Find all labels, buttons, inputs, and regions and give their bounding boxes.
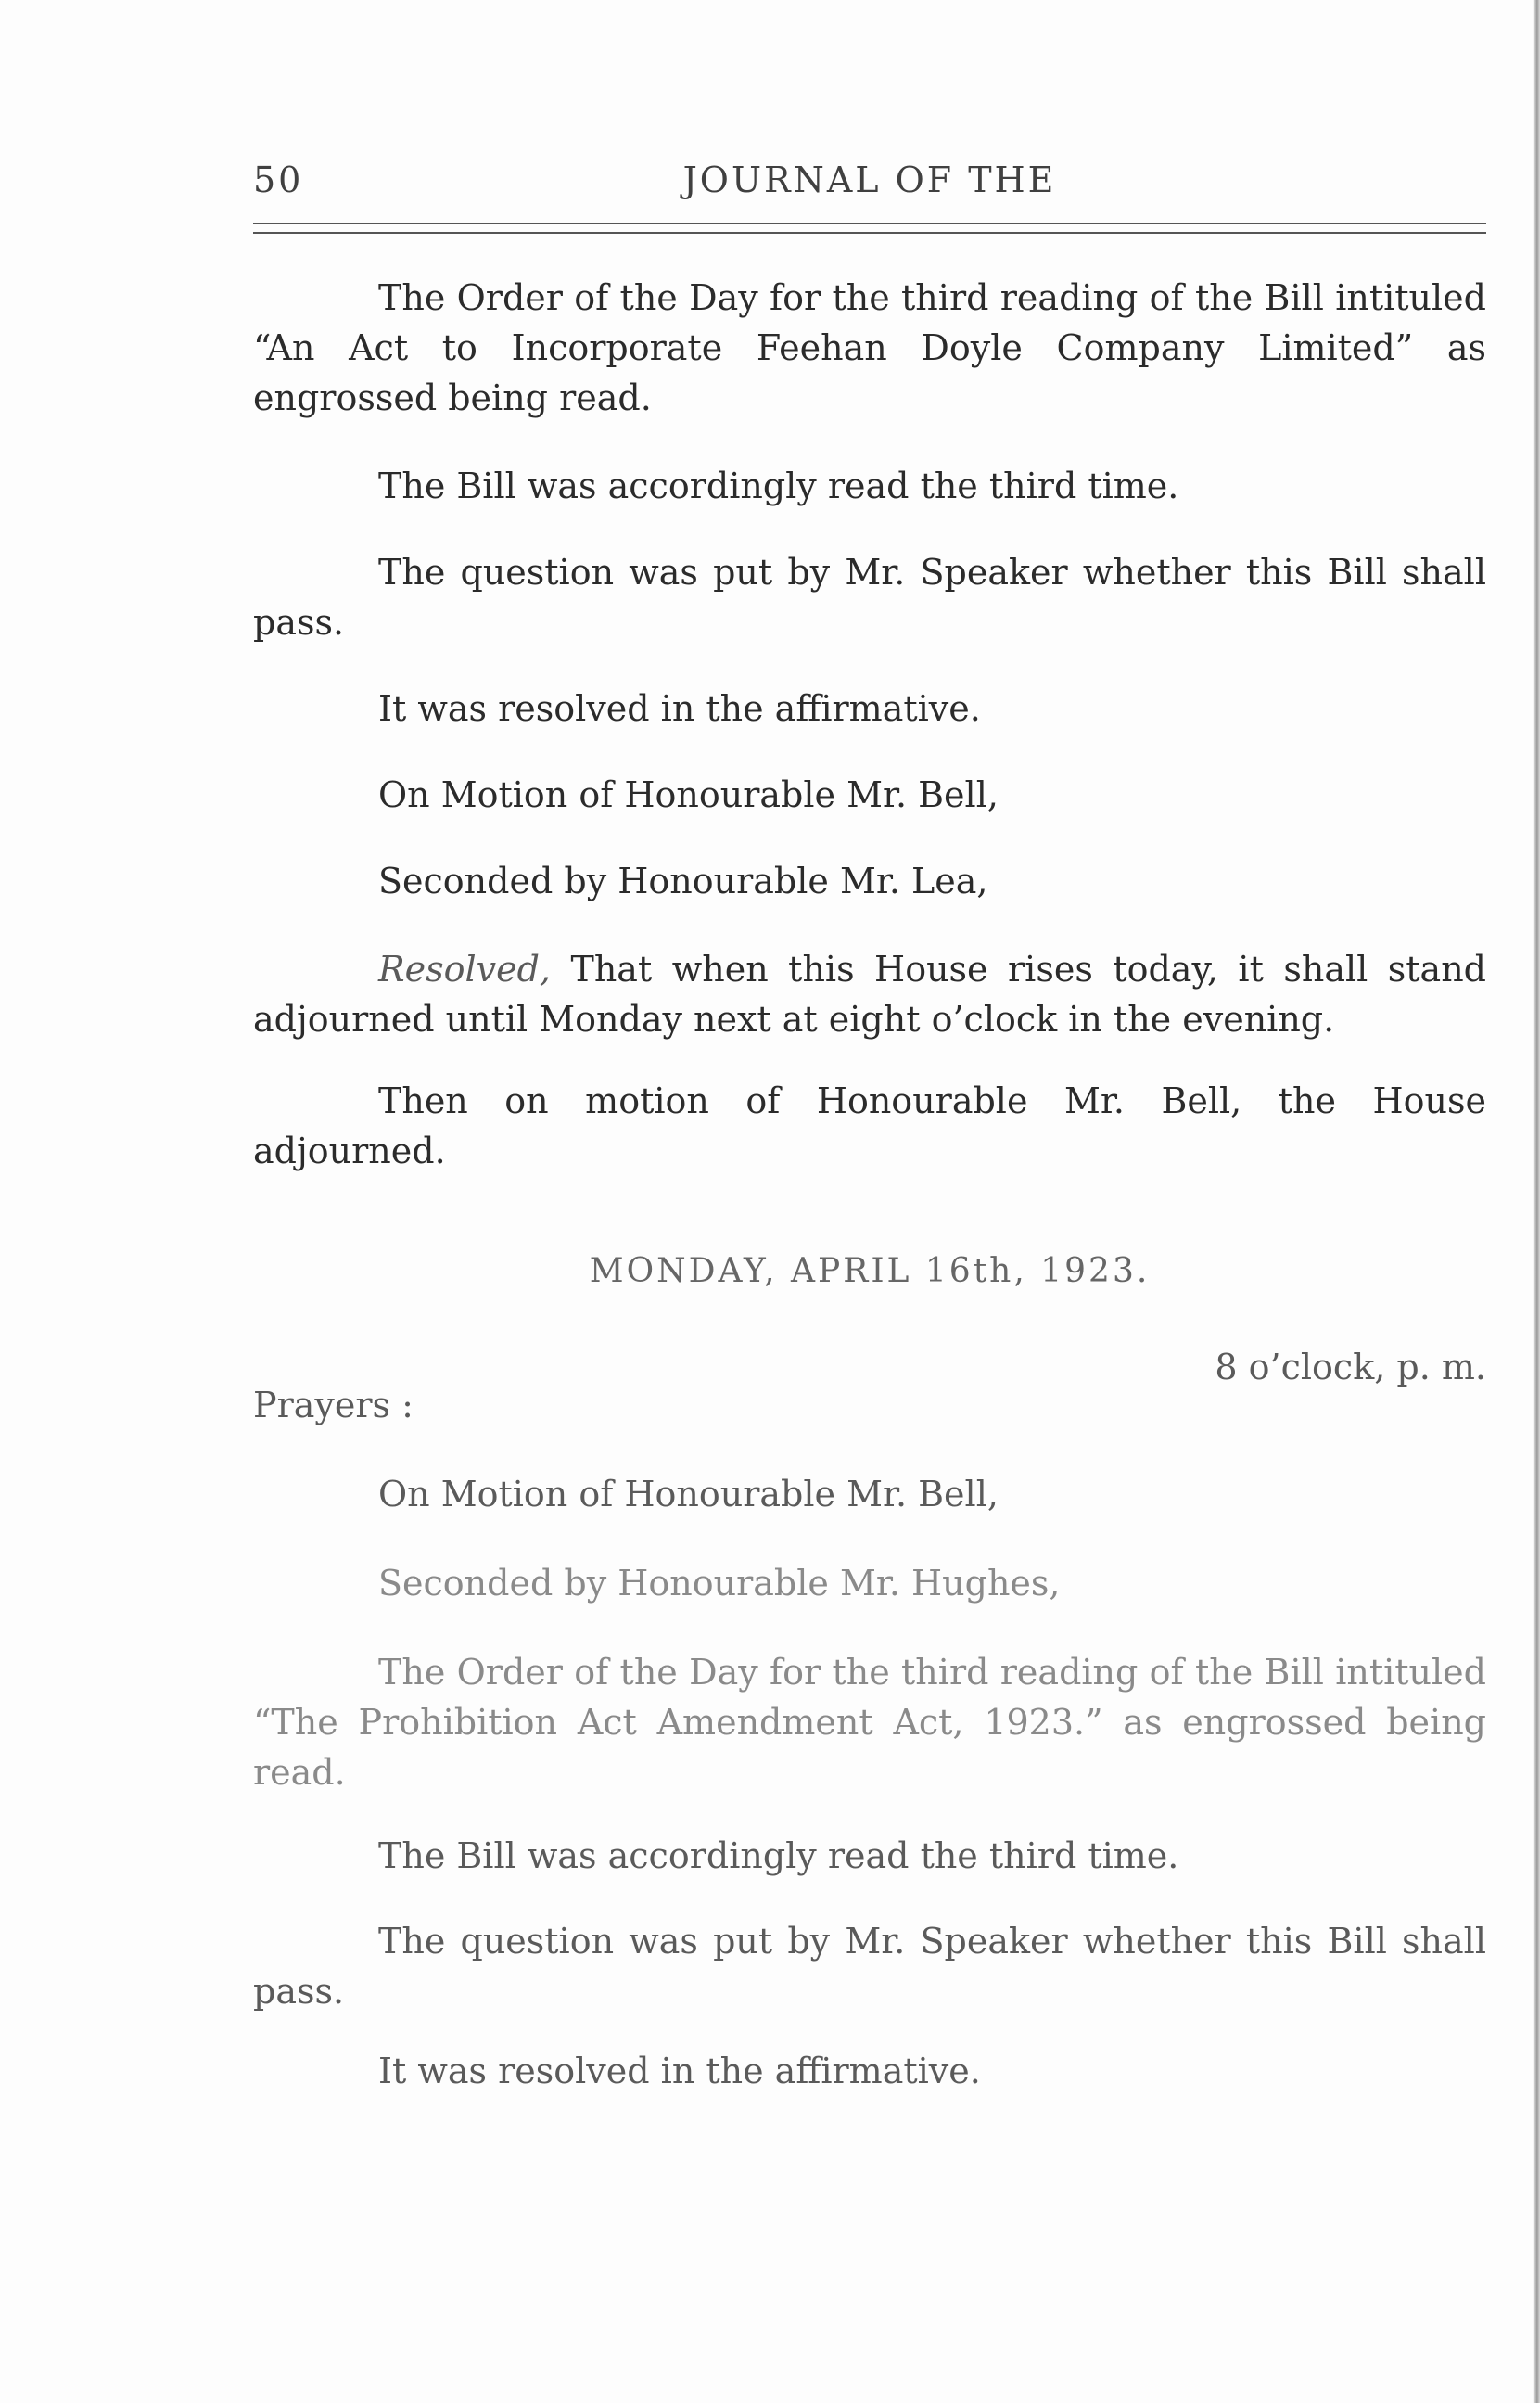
sitting-time: 8 o’clock, p. m. bbox=[1215, 1347, 1486, 1387]
prayers-line: Prayers : bbox=[253, 1385, 414, 1425]
paragraph-question-put: The question was put by Mr. Speaker whether this Bill shall pass. bbox=[253, 552, 1486, 643]
sitting-date-heading: MONDAY, APRIL 16th, 1923. bbox=[589, 1252, 1151, 1290]
header-rule-bottom bbox=[253, 232, 1486, 234]
sitting-order-of-day: The Order of the Day for the third reading of the Bill intituled “The Prohibition Act Amendment Act, 1923.” as engrossed being read. bbox=[253, 1652, 1486, 1793]
sitting-bill-read: The Bill was accordingly read the third time. bbox=[378, 1835, 1179, 1876]
sitting-seconded: Seconded by Honourable Mr. Hughes, bbox=[378, 1563, 1061, 1604]
header-rule-top bbox=[253, 223, 1486, 224]
paragraph-adjourned: Then on motion of Honourable Mr. Bell, the House adjourned. bbox=[253, 1080, 1486, 1171]
running-title: JOURNAL OF THE bbox=[682, 160, 1057, 200]
resolved-lead: Resolved, bbox=[378, 949, 551, 990]
sitting-question-put: The question was put by Mr. Speaker whether this Bill shall pass. bbox=[253, 1921, 1486, 2012]
page-edge-shadow bbox=[1533, 0, 1540, 2403]
paragraph-resolved-affirmative: It was resolved in the affirmative. bbox=[378, 688, 981, 729]
paragraph-motion: On Motion of Honourable Mr. Bell, bbox=[378, 774, 999, 815]
paragraph-seconded: Seconded by Honourable Mr. Lea, bbox=[378, 861, 988, 901]
paragraph-resolved bbox=[253, 944, 1486, 1044]
resolved-text: That when this House rises today, it shall stand adjourned until Monday next at eight o’clock in the evening. bbox=[253, 949, 1486, 1040]
sitting-motion: On Motion of Honourable Mr. Bell, bbox=[378, 1474, 999, 1515]
page-number: 50 bbox=[253, 160, 304, 200]
paragraph-order-of-day: The Order of the Day for the third reading of the Bill intituled “An Act to Incorporate Feehan Doyle Company Limited” as engrossed being read. bbox=[253, 277, 1486, 418]
paragraph-bill-read: The Bill was accordingly read the third time. bbox=[378, 466, 1179, 506]
sitting-resolved-affirmative: It was resolved in the affirmative. bbox=[378, 2051, 981, 2091]
page-header bbox=[253, 160, 1486, 206]
